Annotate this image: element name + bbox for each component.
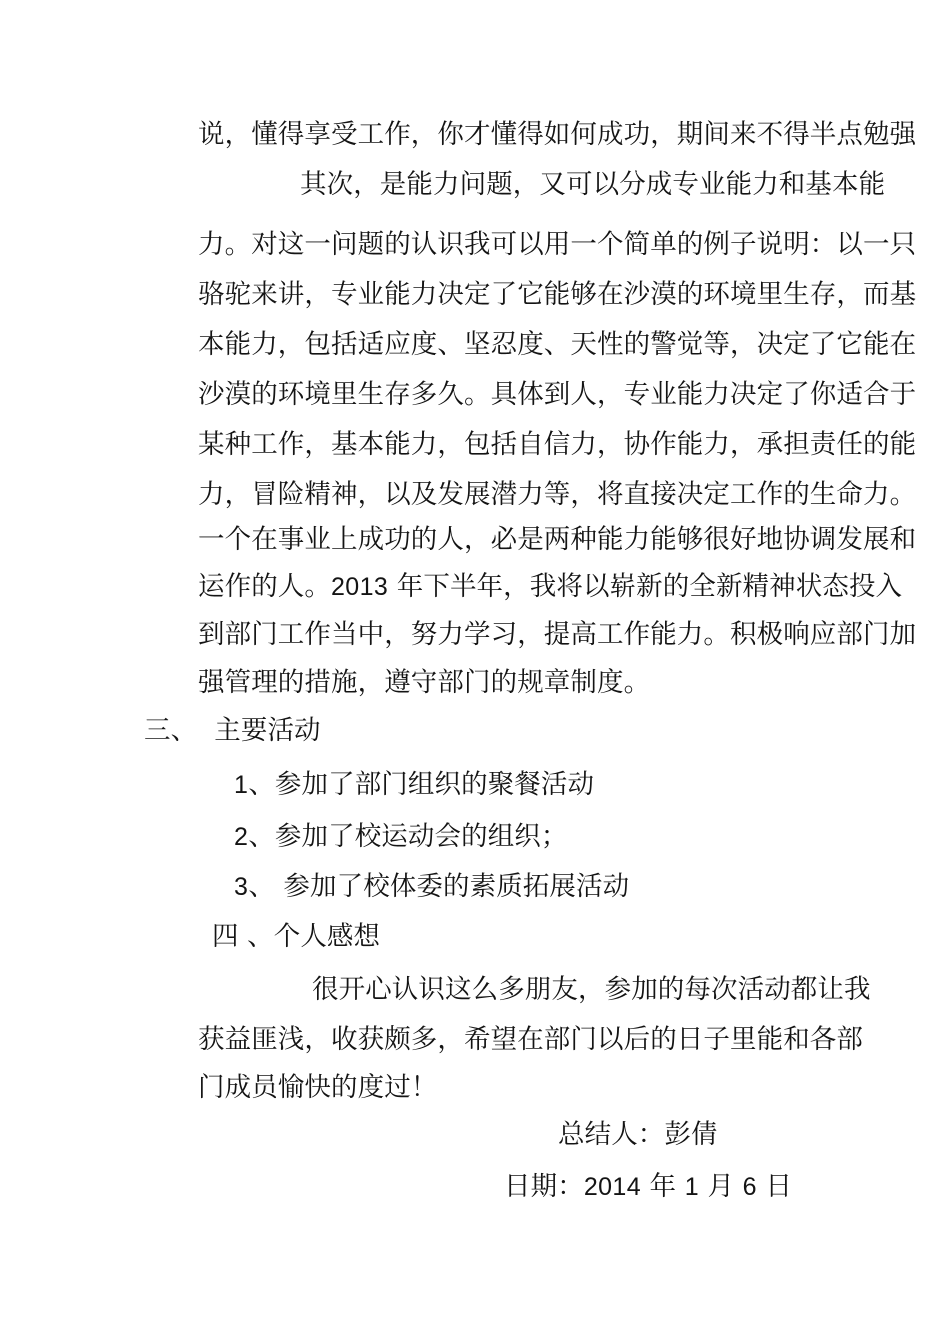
numbered-list-item [0, 862, 950, 912]
latin-run: 6 [742, 1173, 757, 1201]
body-line: 本能力，包括适应度、坚忍度、天性的警觉等，决定了它能在 [198, 329, 917, 360]
body-line: 力。对这一问题的认识我可以用一个简单的例子说明：以一只 [198, 229, 917, 260]
section-heading: 四 、个人感想 [212, 921, 381, 952]
body-line: 一个在事业上成功的人，必是两种能力能够很好地协调发展和 [198, 524, 917, 555]
latin-run: 1 [684, 1173, 699, 1201]
body-line: 到部门工作当中，努力学习，提高工作能力。积极响应部门加 [198, 619, 917, 650]
body-line: 门成员愉快的度过！ [198, 1072, 438, 1103]
paragraph-first-line: 其次，是能力问题，又可以分成专业能力和基本能 [300, 169, 886, 200]
cjk-run: 月 [699, 1171, 743, 1202]
latin-run: 2013 [331, 573, 389, 601]
signature-line: 总结人：彭倩 [558, 1119, 718, 1150]
latin-run: 2014 [583, 1173, 642, 1201]
body-line: 力，冒险精神，以及发展潜力等，将直接决定工作的生命力。 [198, 479, 917, 510]
numbered-list-item [0, 812, 950, 862]
latin-run: 1 [234, 771, 249, 799]
date-line [0, 1162, 950, 1212]
cjk-run: 运作的人。 [198, 571, 331, 602]
cjk-run: 日期： [504, 1171, 584, 1202]
cjk-run: 、 参加了校体委的素质拓展活动 [248, 871, 630, 902]
body-line: 骆驼来讲，专业能力决定了它能够在沙漠的环境里生存，而基 [198, 279, 917, 310]
body-line: 强管理的措施，遵守部门的规章制度。 [198, 667, 651, 698]
body-line: 某种工作，基本能力，包括自信力，协作能力，承担责任的能 [198, 429, 917, 460]
body-line: 沙漠的环境里生存多久。具体到人，专业能力决定了你适合于 [198, 379, 917, 410]
paragraph-first-line: 很开心认识这么多朋友，参加的每次活动都让我 [312, 974, 871, 1005]
body-line: 说，懂得享受工作，你才懂得如何成功，期间来不得半点勉强 [198, 119, 917, 150]
body-line [0, 562, 950, 612]
section-heading: 三、 主要活动 [144, 715, 321, 746]
cjk-run: 年下半年，我将以崭新的全新精神状态投入 [388, 571, 903, 602]
cjk-run: 、参加了部门组织的聚餐活动 [248, 769, 595, 800]
cjk-run: 年 [641, 1171, 685, 1202]
cjk-run: 日 [756, 1171, 793, 1202]
numbered-list-item [0, 760, 950, 810]
latin-run: 2 [234, 823, 249, 851]
latin-run: 3 [234, 873, 249, 901]
body-line: 获益匪浅，收获颇多，希望在部门以后的日子里能和各部 [198, 1024, 863, 1055]
cjk-run: 、参加了校运动会的组织； [248, 821, 568, 852]
